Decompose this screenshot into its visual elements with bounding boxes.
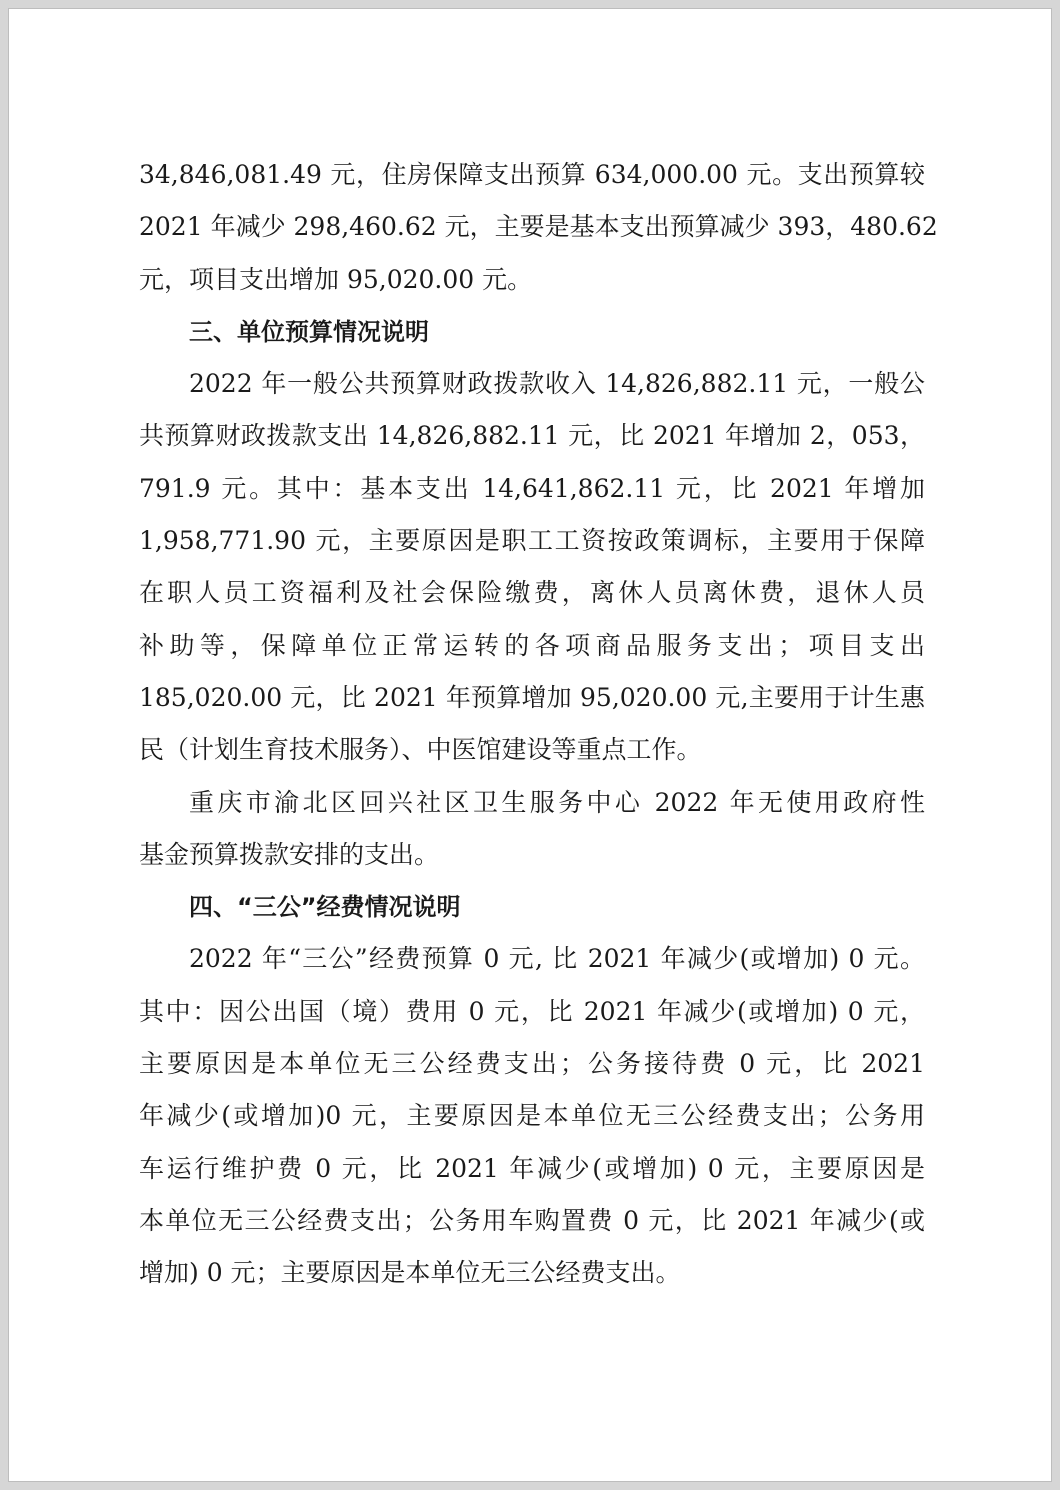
text-line: 本单位无三公经费支出；公务用车购置费 0 元，比 2021 年减少(或 xyxy=(139,1205,925,1235)
text-line: 185,020.00 元，比 2021 年预算增加 95,020.00 元,主要用于计生惠 xyxy=(139,682,925,712)
paragraph-government-fund xyxy=(139,777,925,882)
section-heading-three-public: 四、“三公”经费情况说明 xyxy=(189,893,461,922)
document-page xyxy=(8,8,1052,1482)
text-line: 2022 年一般公共预算财政拨款收入 14,826,882.11 元，一般公 xyxy=(189,369,925,399)
text-line: 在职人员工资福利及社会保险缴费，离休人员离休费，退休人员 xyxy=(139,578,925,608)
text-line: 增加) 0 元；主要原因是本单位无三公经费支出。 xyxy=(139,1258,681,1288)
text-line: 791.9 元。其中：基本支出 14,641,862.11 元，比 2021 年增加 xyxy=(139,473,925,503)
text-line: 共预算财政拨款支出 14,826,882.11 元，比 2021 年增加 2，053， xyxy=(139,421,925,451)
text-line: 主要原因是本单位无三公经费支出；公务接待费 0 元，比 2021 xyxy=(139,1049,925,1079)
paragraph-budget-continuation xyxy=(139,149,938,306)
text-line: 重庆市渝北区回兴社区卫生服务中心 2022 年无使用政府性 xyxy=(189,787,925,817)
paragraph-three-public-expenses xyxy=(139,933,925,1299)
text-line: 1,958,771.90 元，主要原因是职工工资按政策调标，主要用于保障 xyxy=(139,526,925,556)
text-line: 2022 年“三公”经费预算 0 元, 比 2021 年减少(或增加) 0 元。 xyxy=(189,944,925,974)
text-line: 基金预算拨款安排的支出。 xyxy=(139,839,440,869)
text-line: 民（计划生育技术服务）、中医馆建设等重点工作。 xyxy=(139,735,702,765)
section-heading-unit-budget: 三、单位预算情况说明 xyxy=(189,317,429,346)
text-line: 年减少(或增加)0 元，主要原因是本单位无三公经费支出；公务用 xyxy=(139,1101,925,1131)
text-line: 2021 年减少 298,460.62 元，主要是基本支出预算减少 393，480.62 xyxy=(139,212,938,242)
text-line: 补助等，保障单位正常运转的各项商品服务支出；项目支出 xyxy=(139,630,925,660)
text-line: 其中：因公出国（境）费用 0 元，比 2021 年减少(或增加) 0 元， xyxy=(139,996,925,1026)
document-body xyxy=(139,149,938,1300)
text-line: 元，项目支出增加 95,020.00 元。 xyxy=(139,264,533,294)
text-line: 车运行维护费 0 元，比 2021 年减少(或增加) 0 元，主要原因是 xyxy=(139,1153,925,1183)
text-line: 34,846,081.49 元，住房保障支出预算 634,000.00 元。支出预算较 xyxy=(139,160,925,189)
paragraph-general-budget xyxy=(139,358,925,776)
